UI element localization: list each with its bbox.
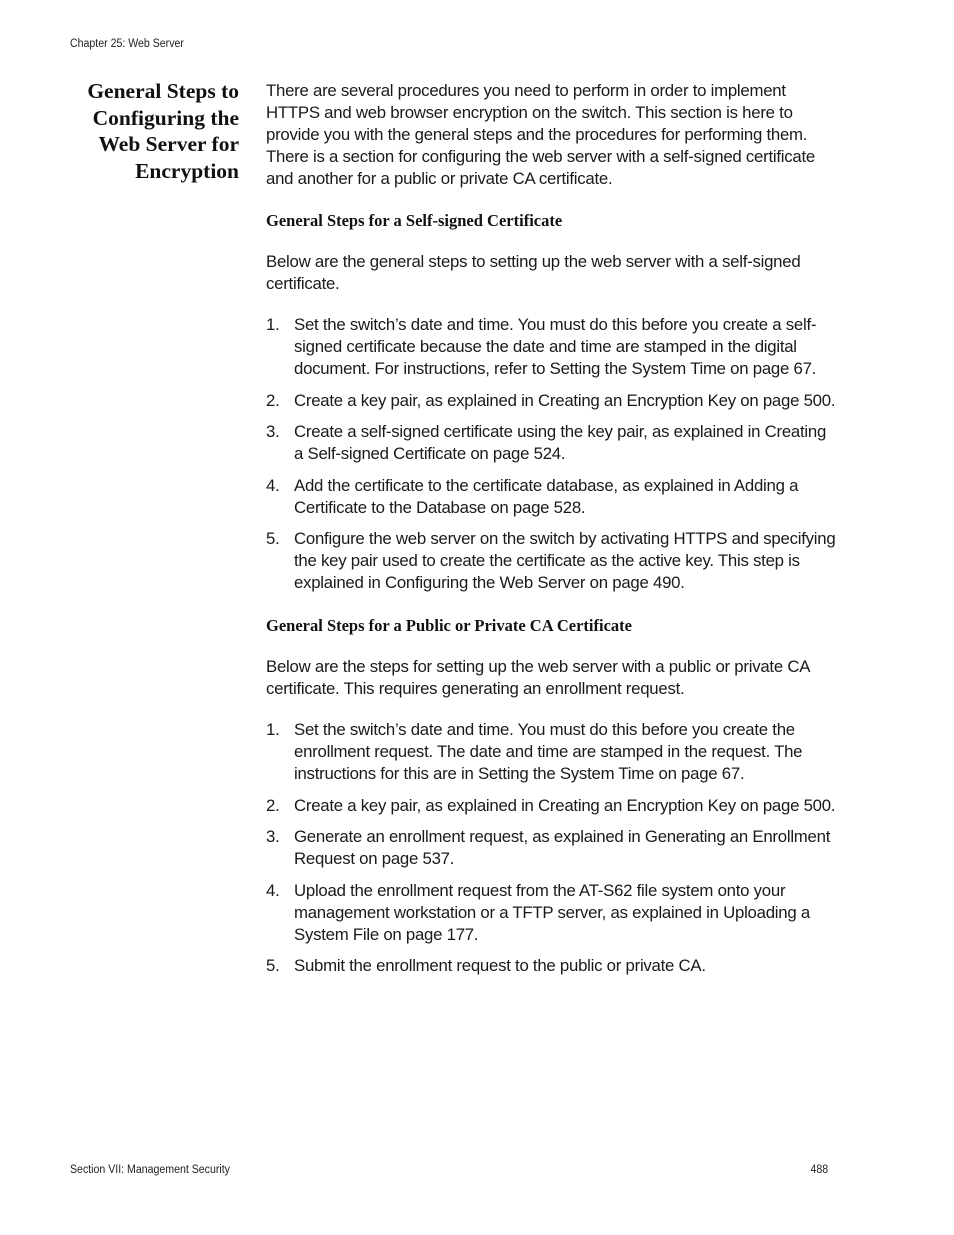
step-number: 1. [266,315,280,334]
step-number: 5. [266,956,280,975]
step-number: 4. [266,880,280,900]
section-heading-line: Configuring the [92,105,239,130]
footer-section: Section VII: Management Security [70,1164,230,1176]
body-content [266,80,836,977]
step-number: 4. [266,475,280,495]
self-signed-intro: Below are the general steps to setting up the web server with a self-signed certificate. [266,252,801,293]
list-item [266,880,836,946]
list-item [266,719,836,785]
section-heading [40,78,239,184]
list-item [266,421,836,465]
list-item [266,955,836,977]
section-heading-line: General Steps to [87,79,239,103]
running-header: Chapter 25: Web Server [70,38,184,50]
step-text: Add the certificate to the certificate database, as explained in Adding a Certificate to the Database on page 528. [294,475,799,517]
step-number: 3. [266,827,280,846]
list-item [266,390,836,412]
step-text: Create a key pair, as explained in Creating an Encryption Key on page 500. [294,795,836,815]
intro-paragraph: There are several procedures you need to perform in order to implement HTTPS and web browser encryption on the switch. This section is here to provide you with the general steps and the procedures for performing them. There is a section for configuring the web server with a self-signed certificate and another for a public or private CA certificate. [266,81,815,188]
ca-cert-steps [266,719,836,977]
section-heading-line: Web Server for [98,132,239,156]
list-item [266,314,836,380]
ca-cert-intro: Below are the steps for setting up the web server with a public or private CA certificate. This requires generating an enrollment request. [266,657,810,698]
step-number: 2. [266,795,280,815]
step-text: Set the switch’s date and time. You must do this before you create the enrollment request. The date and time are stamped in the request. The instructions for this are in Setting the System Time on page 67. [294,720,803,783]
list-item [266,528,836,594]
step-number: 5. [266,529,280,548]
step-number: 1. [266,720,280,739]
step-text: Create a key pair, as explained in Creating an Encryption Key on page 500. [294,390,836,410]
self-signed-steps [266,314,836,594]
step-text: Set the switch’s date and time. You must do this before you create a self-signed certificate because the date and time are stamped in the digital document. For instructions, refer to Setting the System Time on page 67. [294,315,817,378]
step-text: Submit the enrollment request to the public or private CA. [294,956,706,975]
page-number: 488 [810,1164,828,1176]
section-heading-line: Encryption [135,158,239,183]
list-item [266,795,836,817]
step-text: Create a self-signed certificate using the key pair, as explained in Creating a Self-signed Certificate on page 524. [294,422,827,463]
step-text: Configure the web server on the switch by activating HTTPS and specifying the key pair used to create the certificate as the active key. This step is explained in Configuring the Web Server on page 490. [294,529,836,592]
step-number: 3. [266,422,280,441]
list-item [266,826,836,870]
step-text: Generate an enrollment request, as explained in Generating an Enrollment Request on page 537. [294,827,831,868]
ca-cert-heading: General Steps for a Public or Private CA Certificate [266,616,632,635]
list-item [266,475,836,519]
step-text: Upload the enrollment request from the AT-S62 file system onto your management workstation or a TFTP server, as explained in Uploading a System File on page 177. [294,880,810,944]
self-signed-heading: General Steps for a Self-signed Certificate [266,211,563,230]
step-number: 2. [266,390,280,410]
